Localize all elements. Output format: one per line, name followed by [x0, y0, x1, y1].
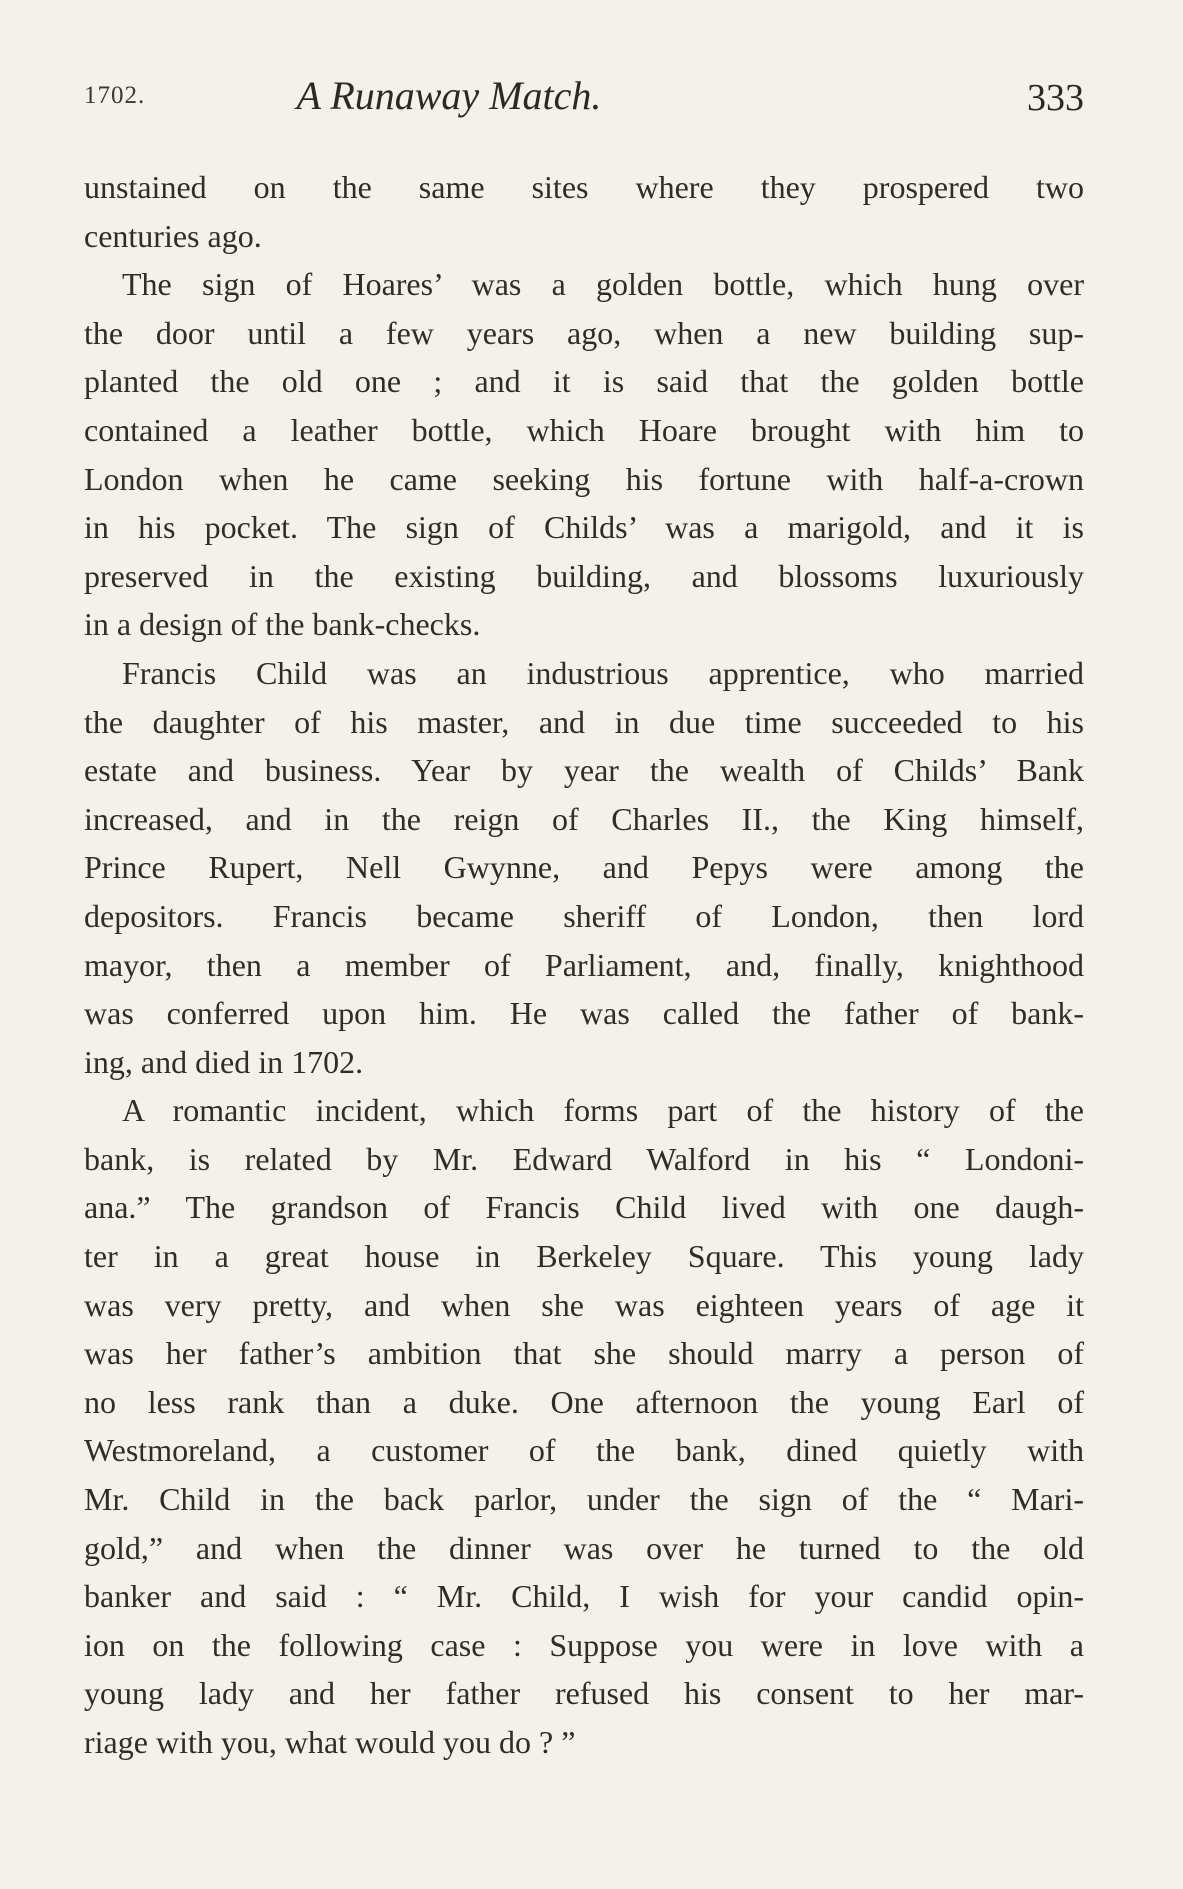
text-line: unstained on the same sites where they prospered two	[84, 169, 1084, 205]
text-line: young lady and her father refused his consent to her mar-	[84, 1675, 1084, 1712]
text-line: the door until a few years ago, when a new building sup-	[84, 314, 1084, 351]
text-line: estate and business. Year by year the wealth of Childs’ Bank	[84, 752, 1084, 789]
text-line: planted the old one ; and it is said that the golden bottle	[84, 363, 1084, 400]
page-number: 333	[1027, 77, 1084, 119]
text-line: mayor, then a member of Parliament, and, finally, knighthood	[84, 946, 1084, 983]
text-line: ion on the following case : Suppose you were in love with a	[84, 1626, 1084, 1663]
text-line: in his pocket. The sign of Childs’ was a marigold, and it is	[84, 509, 1084, 546]
text-line: in a design of the bank-checks.	[84, 606, 481, 643]
text-line: ana.” The grandson of Francis Child lived with one daugh-	[84, 1189, 1084, 1226]
text-line: was conferred upon him. He was called the father of bank-	[84, 995, 1084, 1032]
text-line: Francis Child was an industrious apprentice, who married	[122, 654, 1084, 691]
text-line: ter in a great house in Berkeley Square. This young lady	[84, 1238, 1084, 1275]
text-line: banker and said : “ Mr. Child, I wish for your candid opin-	[84, 1578, 1084, 1615]
text-line: A romantic incident, which forms part of the history of the	[122, 1092, 1084, 1129]
text-line: The sign of Hoares’ was a golden bottle, which hung over	[122, 266, 1084, 303]
text-line: ing, and died in 1702.	[84, 1043, 364, 1080]
running-head-year: 1702.	[84, 82, 146, 109]
text-line: bank, is related by Mr. Edward Walford in his “ Londoni-	[84, 1140, 1084, 1177]
running-head-title: A Runaway Match.	[296, 73, 602, 118]
text-line: centuries ago.	[84, 217, 262, 254]
text-line: Westmoreland, a customer of the bank, dined quietly with	[84, 1432, 1084, 1469]
text-line: no less rank than a duke. One afternoon the young Earl of	[84, 1383, 1084, 1420]
text-line: increased, and in the reign of Charles II., the King himself,	[84, 800, 1084, 837]
text-line: gold,” and when the dinner was over he turned to the old	[84, 1529, 1084, 1566]
body-text	[84, 163, 1084, 1767]
text-line: was her father’s ambition that she should marry a person of	[84, 1335, 1084, 1372]
text-line: Mr. Child in the back parlor, under the sign of the “ Mari-	[84, 1481, 1084, 1518]
text-line: contained a leather bottle, which Hoare brought with him to	[84, 411, 1084, 448]
text-line: preserved in the existing building, and blossoms luxuriously	[84, 557, 1084, 594]
text-line: riage with you, what would you do ? ”	[84, 1724, 576, 1760]
text-line: Prince Rupert, Nell Gwynne, and Pepys were among the	[84, 849, 1084, 886]
text-line: London when he came seeking his fortune with half-a-crown	[84, 460, 1084, 497]
text-line: was very pretty, and when she was eighteen years of age it	[84, 1286, 1084, 1323]
running-head	[84, 72, 1084, 132]
text-line: the daughter of his master, and in due time succeeded to his	[84, 703, 1084, 740]
text-line: depositors. Francis became sheriff of London, then lord	[84, 897, 1084, 934]
